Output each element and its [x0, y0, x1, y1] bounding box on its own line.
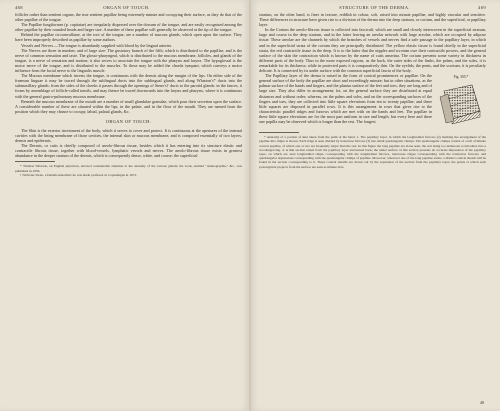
paragraph: The Dermis, or cutis is chiefly composed of areolo-fibrous tissue, besides which it has entering into its structure elastic and contractile fibrous tissue, together with blood-vessels, lymphatic vessels and nerves. The areolo-fibrous tissue exists in greatest abundance in the deeper stratum of the dermis, which is consequently dense, white, and coarse; the superficial [15, 143, 242, 159]
paragraph: The Papillae fungiformes (p. capitatae) are irregularly dispersed over the dorsum of the tongue, and are easily recognised among the other papillae by their rounded heads and larger size. A number of these papillae will generally be observed at the tip of the tongue. [15, 22, 242, 33]
paragraph: Behind the papillae circumvallatae, at the root of the tongue, are a number of mucous glands, which open upon the surface. They have been improperly described as papillae by some authors. [15, 32, 242, 43]
right-running-title: STRUCTURE OF THE DERMA. [339, 5, 410, 10]
footnote: * Thomas Wharton, an English physician, devoted considerable attention to the anatomy of the various glands; his work, entitled "Adenographia," &c., was published in 1656. [15, 164, 242, 173]
book-gutter [249, 0, 251, 411]
footnote: † Nicholas Steno, a Danish anatomist: he was made professor in Copenhagen in 1672. [20, 172, 137, 177]
right-page [250, 0, 500, 411]
left-page-number: 468 [15, 5, 23, 10]
footnote: * Anatomy of a portion of skin taken from the palm of the hand. 1. The papillary layer, in which the longitudinal furrows (2) marking the arrangement of the papillae into ridges is shown. Each ridge is seen divided by transverse furrows (3) into small quadrangular clumps. The quadrangular clumps consist of a tuft of minute conical papillae, of which one or two are frequently larger than the rest. In this figure the long papillae are alone seen, the rest being too numerous to introduce into a woodengraving. 4. A thin section raised from the papillary layer and turned back; the under surface of this section presents an accurate impression of the papillary layer, on which are seen longitudinal ridges corresponding with the longitudinal furrows, transverse ridges corresponding with the transverse furrows, and quadrangular depressions corresponding with the quadrangular clumps of papillae. Moreover, wherever one of the long papillae exists, a distinct conical sheath will be found in the section corresponding to it. These conical sheaths are drawn out by the separation of the section from the papillary layer; the points at which such prolongation projects from the surface are seen as minute dots. [259, 135, 486, 169]
right-footnotes [259, 135, 486, 169]
figure [436, 75, 486, 130]
footnote-rule [15, 161, 55, 162]
paragraph: In the Corium the areolo-fibrous tissue is collected into fasciculi, which are small and closely interwoven in the superficial stratum, large and coarse in the deep stratum, and in the latter leaving an areolar network with large areolae, which are occupied by adipose tissue. These areolae are the channels by which the branches of vessels and nerves find a safe passage to the papillary layer, in which and in the superficial strata of the corium they are principally distributed. The yellow elastic tissue is found chiefly in the superficial strata, the red contractile tissue in the deep. It is to the latter that the nipples and scrotum owe their contractile powers, and the general surface of the skin the contraction which is known by the name of cutis anserina. The corium presents some variety in thickness in different parts of the body. Thus in the more exposed regions, as the back, the outer sides of the limbs, the palms, and the soles, it is remarkable for its thickness; while in protected parts it is comparatively thin. On the eyelids, the penis, and the scrotum, it is peculiarly delicate. It is connected by its under surface with the common superficial fascia of the body. [259, 27, 486, 74]
left-body-text [15, 12, 242, 158]
section-heading: ORGAN OF TOUCH. [105, 118, 152, 124]
figure-label: Fig. 305.* [453, 75, 469, 80]
footnote-rule [259, 132, 299, 133]
left-footnotes [15, 164, 242, 177]
paragraph: The Nerves are three in number, and of large size: The gustatory branch of the fifth, which is distributed to the papillae, and is the nerve of common sensation and taste. The glosso-pharyngeal, which is distributed to the mucous membrane, follicles, and glands of the tongue, is a nerve of sensation and motion; it also serves to associate the tongue with the pharynx and larynx. The hypoglossal is the motor nerve of the tongue, and is distributed to the muscles. To these may be added the chorda tympani, which conveys a motor influence from the facial nerve to the lingualis muscle. [15, 47, 242, 74]
paragraph: The Mucous membrane which invests the tongue, is continuous with the dermis along the margin of the lips. On either side of the fraenum linguae it may be traced through the sublingual ducts into the sublingual glands, and along Wharton's* ducts into the submaxillary glands: from the sides of the cheeks it passes through the openings of Steno's† ducts to the parotid glands: in the fauces, it forms by assemblage of follicle-called tonsils, and may thence be traced downwards into the larynx and pharynx, where it is continuous with the general gastro-pulmonary mucous membrane. [15, 73, 242, 99]
paragraph: The Papillary layer of the derma is raised in the form of conical prominences or papillae. On the general surface of the body the papillae are short and exceedingly minute; but in other situations, as the palmar surface of the hands and fingers, and the plantar surface of the feet and toes, they are long and of large size. They also differ in arrangement; for, on the general surface they are distributed at equal distances and without order; whereas, on the palms and soles, and on the corresponding surfaces of the fingers and toes, they are collected into little square elevations from ten to twenty papillae; and these little squares are disposed in parallel rows. It is this arrangement in rows that gives rise to the characteristic parallel ridges and furrows which are met with on the hands and feet. The papillae in these little square elevations are for the most part uniform in size and length, but every here and there one papilla may be observed which is longer than the rest. The longest [259, 73, 432, 124]
paragraph: follicles rather than sentient organs; the true sentient papillae being extremely minute and occupying their surface, as they do that of the other papillae of the tongue. [15, 12, 242, 23]
left-running-head [15, 3, 242, 12]
right-page-number: 469 [478, 5, 486, 10]
paragraph: Vessels and Nerves.—The tongue is abundantly supplied with blood by the lingual arteries. [21, 42, 173, 48]
skin-papillae-illustration [438, 81, 484, 125]
right-body-text [259, 12, 486, 124]
left-running-title: ORGAN OF TOUCH. [103, 5, 150, 10]
paragraph: Beneath the mucous membrane of the mouth are a number of small glandulae granulae, which pour their secretion upon the surface. A considerable number of these are situated within the lips, in the palate, and in the floor of the mouth. They are named from the position which they may chance to occupy, labial, palatal glands, &c. [15, 98, 242, 114]
signature-mark: 40 [479, 400, 484, 405]
right-running-head [259, 3, 486, 12]
paragraph: The Skin is the exterior investment of the body, which it serves to cover and protect. It is continuous at the apertures of the internal cavities with the lining membrane of those cavities, the internal skin or mucous membrane, and is composed essentially of two layers, dermis and epidermis. [15, 127, 242, 144]
paragraph: stratum, on the other hand, is finer in texture, reddish in colour, soft, raised into minute papillae, and highly vascular and sensitive. These differences in structure have given rise to a division of the derma into the deep stratum, or corium, and the superficial, or papillary layer. [259, 12, 486, 28]
